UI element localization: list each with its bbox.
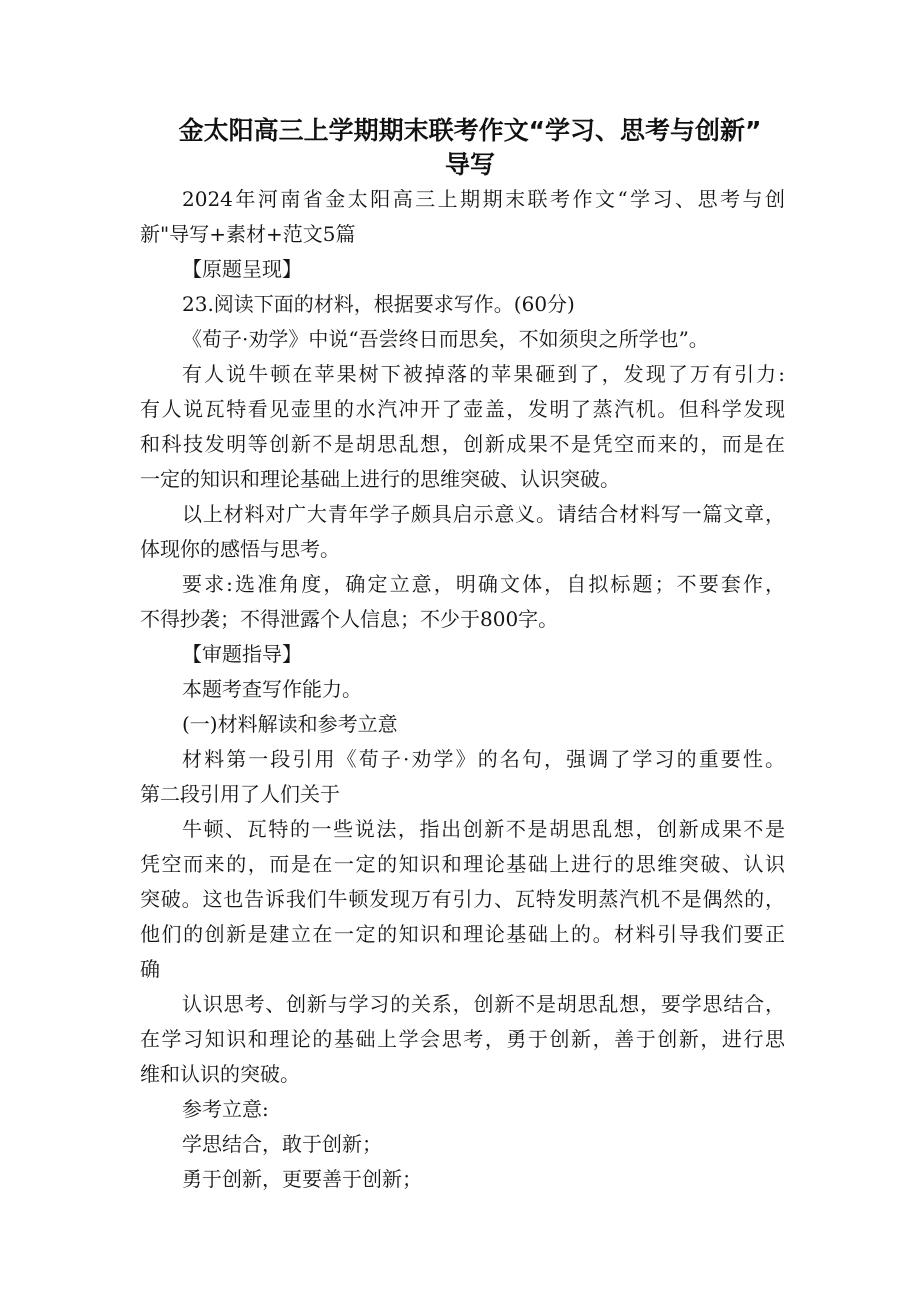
requirements-line: 不得抄袭；不得泄露个人信息；不少于800字。 [140,607,559,631]
intro-line: 2024年河南省金太阳高三上期期末联考作文“学习、思考与创 [182,187,785,211]
analysis-line: 维和认识的突破。 [140,1062,300,1086]
analysis-line: 凭空而来的，而是在一定的知识和理论基础上进行的思维突破、认识 [140,852,785,876]
document-title-line-2: 导写 [444,150,495,179]
analysis-line: 在学习知识和理论的基础上学会思考，勇于创新，善于创新，进行思 [140,1027,785,1051]
section-heading-original: 【原题呈现】 [182,257,302,281]
analysis-line: 他们的创新是建立在一定的知识和理论基础上的。材料引导我们要正 [140,922,785,946]
material-line: 一定的知识和理论基础上进行的思维突破、认识突破。 [140,467,620,491]
document-title-line-1: 金太阳高三上学期期末联考作文“学习、思考与创新” [178,116,762,145]
section-heading-guide: 【审题指导】 [182,642,302,666]
document-body [140,182,785,1191]
question-line: 23.阅读下面的材料，根据要求写作。(60分) [182,292,575,316]
analysis-line: 材料第一段引用《荀子·劝学》的名句，强调了学习的重要性。 [182,747,785,771]
task-line: 体现你的感悟与思考。 [140,537,340,561]
analysis-line: 认识思考、创新与学习的关系，创新不是胡思乱想，要学思结合， [182,992,785,1016]
requirements-line: 要求:选准角度，确定立意，明确文体，自拟标题；不要套作， [182,572,785,596]
task-line: 以上材料对广大青年学子颇具启示意义。请结合材料写一篇文章， [182,502,785,526]
guide-intro: 本题考查写作能力。 [182,677,362,701]
reference-item: 学思结合，敢于创新； [182,1132,382,1156]
material-line: 有人说牛顿在苹果树下被掉落的苹果砸到了，发现了万有引力: [182,362,785,386]
subsection-heading: (一)材料解读和参考立意 [182,712,398,736]
quote-line: 《荀子·劝学》中说“吾尝终日而思矣，不如须臾之所学也”。 [182,327,709,351]
analysis-line: 确 [140,957,160,981]
material-line: 有人说瓦特看见壶里的水汽冲开了壶盖，发明了蒸汽机。但科学发现 [140,397,785,421]
reference-label: 参考立意: [182,1097,269,1121]
analysis-line: 突破。这也告诉我们牛顿发现万有引力、瓦特发明蒸汽机不是偶然的， [140,887,785,911]
analysis-line: 第二段引用了人们关于 [140,782,340,806]
analysis-line: 牛顿、瓦特的一些说法，指出创新不是胡思乱想，创新成果不是 [182,817,785,841]
intro-line: 新"导写+素材+范文5篇 [140,222,356,246]
material-line: 和科技发明等创新不是胡思乱想，创新成果不是凭空而来的，而是在 [140,432,785,456]
reference-item: 勇于创新，更要善于创新； [182,1167,422,1191]
